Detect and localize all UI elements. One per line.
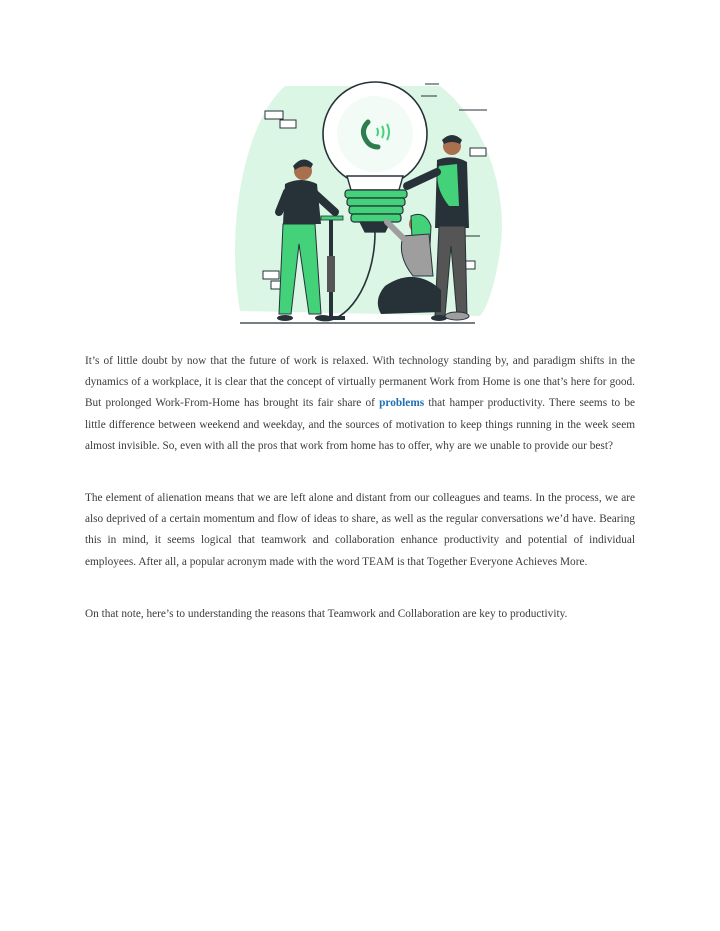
paragraph-1-text-before-link: It’s of little doubt by now that the future of work is relaxed. With technology standing by, and paradigm shifts in the dynamics of a workplace, it is clear that the concept of virtually permanent Work from Home is one that’s here for good. But prolonged Work-From-Home has brought its fair share of <box>85 355 635 410</box>
paragraph-1 <box>85 351 635 457</box>
problems-link[interactable]: problems <box>379 397 425 410</box>
paragraph-1-text-after-link: that hamper productivity. There seems to be little difference between weekend and weekday, and the sources of motivation to keep things running in the week seem almost invisible. So, even with all the pros that work from home has to offer, why are we unable to provide our best? <box>85 397 635 452</box>
lightbulb-inner-glow <box>337 96 413 172</box>
teamwork-lightbulb-illustration <box>225 76 515 332</box>
article-body <box>85 351 635 625</box>
paragraph-3: On that note, here’s to understanding the reasons that Teamwork and Collaboration are key to productivity. <box>85 607 568 620</box>
lightbulb-neck <box>347 176 403 190</box>
paragraph-2: The element of alienation means that we are left alone and distant from our colleagues and teams. In the process, we are also deprived of a certain momentum and flow of ideas to share, as well as the regular conversations we’d have. Bearing this in mind, it seems logical that teamwork and collaboration enhance productivity and potential of individual employees. After all, a popular acronym made with the word TEAM is that Together Everyone Achieves More. <box>85 492 635 568</box>
